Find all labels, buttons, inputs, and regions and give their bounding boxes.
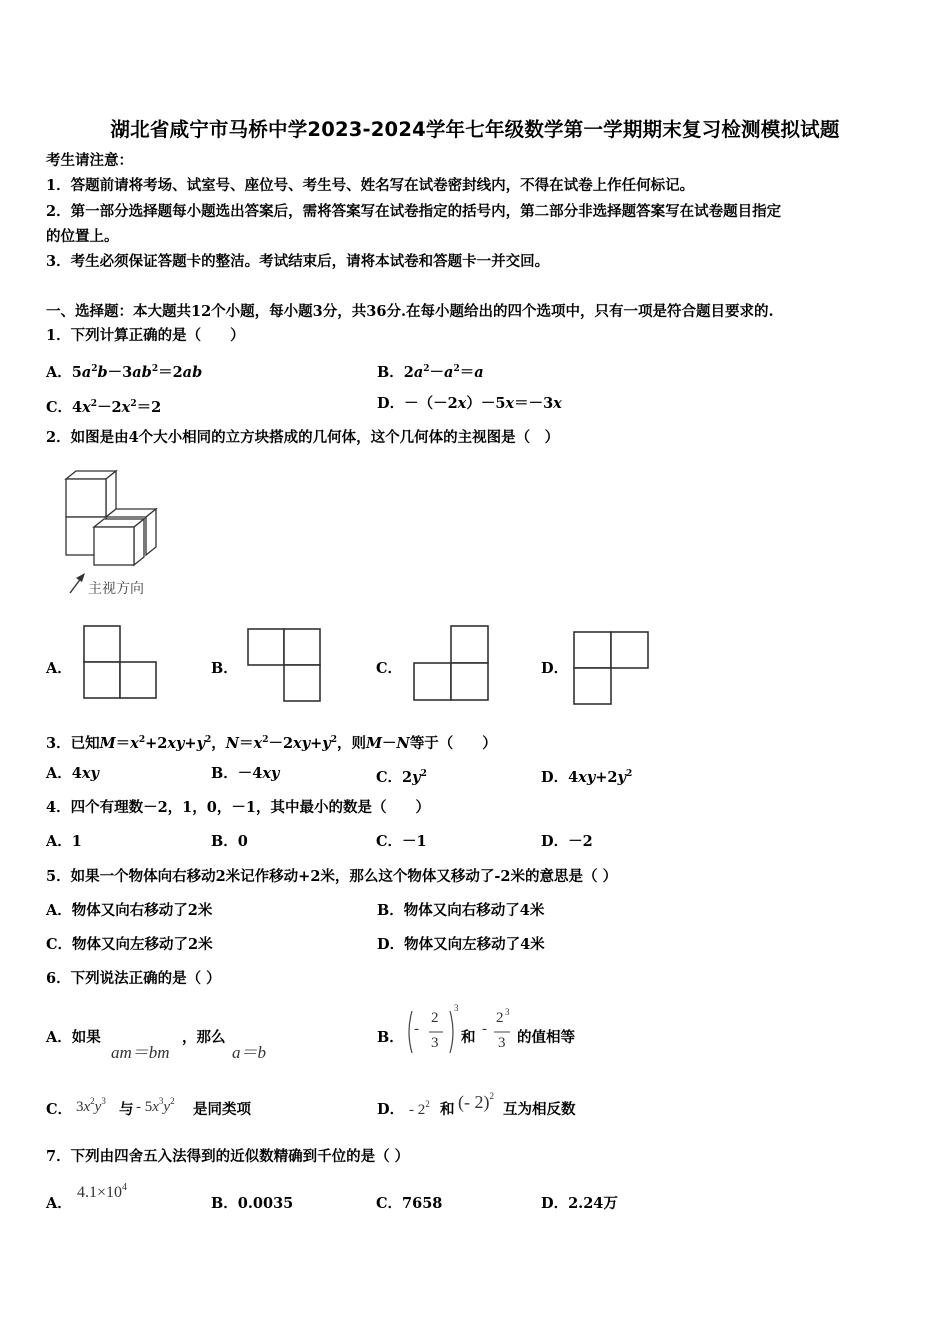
q7-option-c: C．7658 bbox=[376, 1195, 443, 1212]
q2-a-sq3 bbox=[120, 662, 156, 698]
q1-b-p2: 2 bbox=[423, 364, 430, 374]
q1-b-label: B． bbox=[377, 364, 404, 381]
q1-d-p1: x bbox=[457, 395, 467, 412]
q3-d-p0: 4 bbox=[568, 769, 579, 786]
q6-b-tail: 的值相等 bbox=[517, 1029, 575, 1046]
q2-b-sq1 bbox=[248, 629, 284, 665]
q2-option-a-label: A． bbox=[46, 660, 72, 677]
q6-d-and: 和 bbox=[440, 1101, 455, 1118]
q3-a-label: A． bbox=[46, 765, 72, 782]
q3-option-c bbox=[376, 765, 427, 787]
q6-a-pre: 如果 bbox=[71, 1029, 101, 1046]
q3-d-p4: 2 bbox=[625, 769, 633, 779]
notice-item-2-cont: 的位置上。 bbox=[46, 228, 119, 245]
q1-c-p6: ＝2 bbox=[136, 399, 162, 416]
q2-option-b-figure bbox=[246, 627, 324, 703]
q2-a-sq2 bbox=[84, 662, 120, 698]
q3-b-p0: －4 bbox=[237, 765, 263, 782]
q2-option-d-figure bbox=[572, 630, 652, 706]
q1-b-p0: 2 bbox=[403, 364, 414, 381]
q4-stem: 4．四个有理数－2，1，0，－1，其中最小的数是（ ） bbox=[46, 799, 430, 816]
q4-option-a: A．1 bbox=[46, 833, 82, 850]
q3-s5: +2 bbox=[145, 735, 168, 752]
q2-c-sq1 bbox=[451, 626, 488, 663]
q3-s16: xy bbox=[293, 735, 311, 752]
q3-s13: x bbox=[253, 735, 263, 752]
q1-d-p4: ＝－3 bbox=[514, 395, 554, 412]
notice-heading: 考生请注意： bbox=[46, 152, 133, 169]
q2-d-sq1 bbox=[574, 632, 611, 668]
q7-a-expr bbox=[77, 1182, 127, 1202]
q1-d-p5: x bbox=[553, 395, 562, 412]
q3-s12: ＝ bbox=[239, 735, 254, 752]
q1-c-p1: x bbox=[82, 399, 91, 416]
view-direction-label: 主视方向 bbox=[88, 581, 144, 597]
q6-c-expr1 bbox=[76, 1096, 106, 1116]
q6-c-coef1: 3 bbox=[76, 1099, 84, 1115]
q3-a-p0: 4 bbox=[71, 765, 82, 782]
q3-s24: 等于（ ） bbox=[409, 735, 497, 752]
q6-b-den2: 3 bbox=[498, 1035, 506, 1051]
q6-a-expr2: a＝b bbox=[232, 1043, 266, 1062]
q1-c-p3: －2 bbox=[97, 399, 122, 416]
q2-option-b-label: B． bbox=[211, 660, 238, 677]
q6-d-neg-base: - 2 bbox=[409, 1102, 426, 1118]
q1-option-c bbox=[46, 395, 161, 417]
q1-a-p1: a bbox=[81, 364, 92, 381]
cube-top-front bbox=[66, 479, 106, 517]
q4-option-d: D．－2 bbox=[541, 833, 593, 850]
q1-a-p3: b bbox=[97, 364, 108, 381]
q6-d-label: D． bbox=[377, 1101, 405, 1118]
q2-d-sq2 bbox=[611, 632, 648, 668]
q1-b-p1: a bbox=[413, 364, 424, 381]
q6-stem: 6．下列说法正确的是（ ） bbox=[46, 970, 221, 987]
q1-a-p5: ab bbox=[132, 364, 152, 381]
q3-c-p1: y bbox=[412, 769, 421, 786]
q6-b-pow: 3 bbox=[454, 1003, 459, 1013]
q1-b-p6: ＝ bbox=[459, 364, 475, 381]
q1-d-p0: －（－2 bbox=[404, 395, 458, 412]
q6-d-tail: 互为相反数 bbox=[503, 1101, 576, 1118]
q1-a-p0: 5 bbox=[71, 364, 82, 381]
q3-s6: xy bbox=[167, 735, 185, 752]
q6-c-y2: y bbox=[163, 1099, 171, 1115]
q6-b-frac-den: 3 bbox=[431, 1035, 439, 1051]
q2-c-sq3 bbox=[451, 663, 488, 700]
q1-c-p0: 4 bbox=[72, 399, 83, 416]
q6-a-label: A． bbox=[46, 1029, 72, 1046]
q6-c-x1: x bbox=[83, 1099, 91, 1115]
q6-c-e3: 3 bbox=[158, 1096, 164, 1106]
q1-a-p7: ＝2 bbox=[158, 364, 183, 381]
q3-s9: 2 bbox=[205, 735, 212, 745]
q6-c-x2: x bbox=[152, 1099, 159, 1115]
q7-option-d: D．2.24万 bbox=[541, 1195, 618, 1212]
q6-b-right-paren bbox=[450, 1011, 453, 1053]
q3-s14: 2 bbox=[262, 735, 269, 745]
q2-d-sq3 bbox=[574, 668, 611, 704]
q6-c-e4: 2 bbox=[170, 1096, 175, 1106]
q3-s7: + bbox=[184, 735, 197, 752]
q2-option-c-figure bbox=[411, 624, 491, 702]
q1-a-p6: 2 bbox=[151, 364, 159, 374]
cube-right-side bbox=[146, 509, 156, 555]
q3-a-p1: xy bbox=[81, 765, 99, 782]
section-heading: 一、选择题：本大题共12个小题，每小题3分，共36分.在每小题给出的四个选项中，只有一项是符合题目要求的. bbox=[46, 303, 774, 320]
q5-option-d: D．物体又向左移动了4米 bbox=[377, 936, 545, 953]
q2-b-sq2 bbox=[284, 629, 320, 665]
q4-option-b: B．0 bbox=[211, 833, 248, 850]
q1-a-p2: 2 bbox=[91, 364, 98, 374]
q1-b-p4: a bbox=[444, 364, 454, 381]
q1-d-p2: ）－5 bbox=[466, 395, 506, 412]
q3-c-p0: 2 bbox=[402, 769, 413, 786]
q7-a-exp: 4 bbox=[122, 1182, 128, 1193]
q5-option-a: A．物体又向右移动了2米 bbox=[46, 902, 213, 919]
q7-option-b: B．0.0035 bbox=[211, 1195, 294, 1212]
view-arrow-head bbox=[76, 573, 85, 582]
q1-b-p3: － bbox=[429, 364, 445, 381]
q2-option-a-figure bbox=[83, 624, 159, 700]
q6-d-neg-exp: 2 bbox=[425, 1099, 430, 1109]
q5-option-b: B．物体又向右移动了4米 bbox=[377, 902, 545, 919]
q3-s20: ，则 bbox=[336, 735, 366, 752]
q3-s22: － bbox=[382, 735, 397, 752]
q3-d-p2: +2 bbox=[595, 769, 618, 786]
q6-b-minus: - bbox=[414, 1021, 419, 1037]
q3-option-a bbox=[46, 765, 99, 783]
q6-a-mid: ，那么 bbox=[182, 1029, 226, 1046]
cube-front-side bbox=[134, 519, 144, 565]
q6-b-frac-num: 2 bbox=[431, 1010, 439, 1026]
q1-a-label: A． bbox=[46, 364, 72, 381]
q1-c-p4: x bbox=[121, 399, 131, 416]
q6-b-minus2: - bbox=[482, 1021, 487, 1037]
q3-s4: 2 bbox=[138, 735, 146, 745]
q3-d-p3: y bbox=[617, 769, 626, 786]
q1-c-label: C． bbox=[46, 399, 73, 416]
q1-option-a bbox=[46, 360, 202, 382]
q4-option-c: C．－1 bbox=[376, 833, 427, 850]
q1-c-p5: 2 bbox=[130, 399, 137, 409]
page-title: 湖北省咸宁市马桥中学2023-2024学年七年级数学第一学期期末复习检测模拟试题 bbox=[110, 118, 840, 141]
q6-b-frac-bar2-svg bbox=[494, 1031, 512, 1033]
q6-c-label: C． bbox=[46, 1101, 73, 1118]
q5-stem: 5．如果一个物体向右移动2米记作移动+2米，那么这个物体又移动了-2米的意思是（ ） bbox=[46, 868, 618, 885]
q6-d-paren bbox=[458, 1091, 494, 1113]
q3-s23: N bbox=[396, 735, 410, 752]
notice-item-2: 2．第一部分选择题每小题选出答案后，需将答案写在试卷指定的括号内，第二部分非选择题答案写在试卷题目指定 bbox=[46, 203, 782, 220]
q6-d-paren-exp: 2 bbox=[489, 1091, 494, 1101]
q6-c-and: 与 bbox=[119, 1101, 134, 1118]
q6-c-coef2: - 5 bbox=[136, 1099, 153, 1115]
q6-c-tail: 是同类项 bbox=[193, 1101, 251, 1118]
q6-c-e2: 3 bbox=[101, 1096, 106, 1106]
q2-stem: 2．如图是由4个大小相同的立方块搭成的几何体，这个几何体的主视图是（ ） bbox=[46, 429, 560, 446]
q2-c-sq2 bbox=[414, 663, 451, 700]
q3-s2: ＝ bbox=[115, 735, 131, 752]
q6-c-e1: 2 bbox=[90, 1096, 95, 1106]
q6-b-num2: 2 bbox=[496, 1010, 504, 1026]
q2-option-c-label: C． bbox=[376, 660, 403, 677]
q6-option-a-label bbox=[46, 1029, 101, 1047]
q2-b-sq3 bbox=[284, 665, 320, 701]
q6-d-paren-base: (- 2) bbox=[458, 1092, 490, 1112]
q3-b-p1: xy bbox=[262, 765, 280, 782]
q6-b-and: 和 bbox=[461, 1029, 476, 1046]
q3-s19: 2 bbox=[330, 735, 337, 745]
cube-front-face bbox=[94, 527, 134, 565]
q1-option-d bbox=[377, 395, 562, 413]
q3-option-d bbox=[541, 765, 632, 787]
q3-s11: N bbox=[225, 735, 240, 752]
q7-a-label: A． bbox=[46, 1195, 72, 1212]
q3-d-label: D． bbox=[541, 769, 569, 786]
q6-b-left-paren bbox=[409, 1011, 412, 1053]
q1-c-p2: 2 bbox=[90, 399, 98, 409]
q3-s10: ， bbox=[211, 735, 226, 752]
q1-b-p5: 2 bbox=[453, 364, 460, 374]
q1-d-label: D． bbox=[377, 395, 405, 412]
q3-s15: －2 bbox=[268, 735, 294, 752]
q1-option-b bbox=[377, 360, 484, 382]
q3-c-label: C． bbox=[376, 769, 403, 786]
q6-b-pow2: 3 bbox=[505, 1007, 510, 1017]
q3-option-b bbox=[211, 765, 279, 783]
q3-s1: M bbox=[99, 735, 116, 752]
q7-a-base: 4.1×10 bbox=[77, 1184, 123, 1201]
q1-a-p4: －3 bbox=[107, 364, 133, 381]
q1-b-p7: a bbox=[474, 364, 484, 381]
q6-c-expr2 bbox=[136, 1096, 175, 1116]
q2-option-d-label: D． bbox=[541, 660, 569, 677]
q2-a-sq1 bbox=[84, 626, 120, 662]
q3-s21: M bbox=[365, 735, 383, 752]
q6-d-neg bbox=[409, 1099, 430, 1119]
q3-s0: 3．已知 bbox=[46, 735, 100, 752]
q3-s8: y bbox=[196, 735, 205, 752]
q3-s17: + bbox=[310, 735, 323, 752]
q1-stem: 1．下列计算正确的是（ ） bbox=[46, 327, 245, 344]
q3-s3: x bbox=[130, 735, 139, 752]
q5-option-c: C．物体又向左移动了2米 bbox=[46, 936, 213, 953]
q3-b-label: B． bbox=[211, 765, 238, 782]
q1-a-p8: ab bbox=[182, 364, 203, 381]
notice-item-1: 1．答题前请将考场、试室号、座位号、考生号、姓名写在试卷密封线内，不得在试卷上作任何标记。 bbox=[46, 177, 695, 194]
q3-stem bbox=[46, 731, 497, 753]
q6-a-expr1: am＝bm bbox=[111, 1043, 170, 1062]
notice-item-3: 3．考生必须保证答题卡的整洁。考试结束后，请将本试卷和答题卡一并交回。 bbox=[46, 253, 550, 270]
q6-b-label: B． bbox=[377, 1029, 404, 1046]
q3-d-p1: xy bbox=[578, 769, 596, 786]
q7-stem: 7．下列由四舍五入法得到的近似数精确到千位的是（ ） bbox=[46, 1148, 410, 1165]
q1-d-p3: x bbox=[505, 395, 515, 412]
q6-c-y1: y bbox=[94, 1099, 102, 1115]
q3-c-p2: 2 bbox=[420, 769, 427, 779]
q3-s18: y bbox=[322, 735, 331, 752]
